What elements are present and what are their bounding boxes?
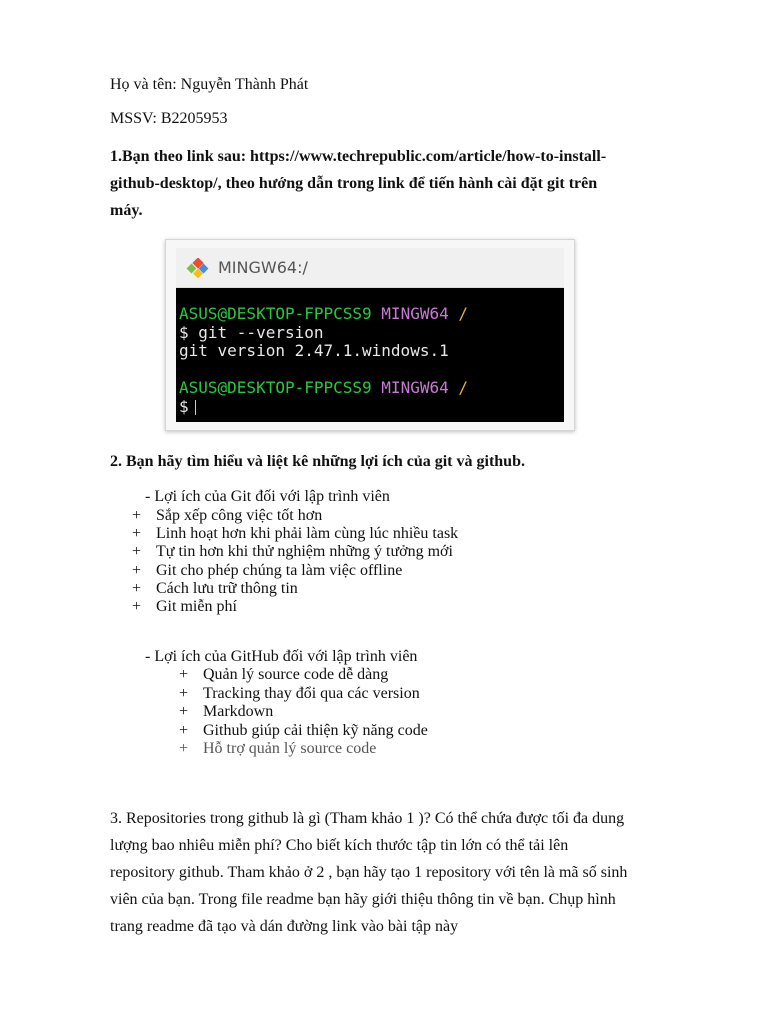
list-item: Linh hoạt hơn khi phải làm cùng lúc nhiều task [156,525,459,543]
bullet-plus: + [132,507,142,524]
bullet-plus: + [132,598,142,615]
prompt-user: ASUS@DESKTOP-FPPCSS9 [179,378,372,397]
bullet-plus: + [132,543,142,561]
terminal-body [176,288,564,422]
prompt-line-3 [176,398,564,417]
list-item: Git cho phép chúng ta làm việc offline [156,561,403,579]
text-cursor [195,400,196,415]
bullet-plus: + [132,579,142,597]
terminal-title: MINGW64:/ [218,258,308,277]
prompt-env: MINGW64 [381,378,449,397]
list-item: Cách lưu trữ thông tin [156,579,298,597]
list-item: Sắp xếp công việc tốt hơn [156,507,323,524]
prompt-env: MINGW64 [381,304,449,323]
list-item: Git miễn phí [156,598,237,615]
bullet-plus: + [132,525,142,543]
bullet-plus: + [179,703,189,721]
git-benefits-heading: - Lợi ích của Git đối với lập trình viên [145,488,390,505]
prompt-path: / [458,304,469,323]
terminal-titlebar [176,248,564,288]
github-benefits-heading: - Lợi ích của GitHub đối với lập trình viên [145,648,418,665]
prompt-path: / [458,378,469,397]
question-3: 3. Repositories trong github là gì (Tham khảo 1 )? Có thể chứa được tối đa dung lượng bao nhiêu miễn phí? Cho biết kích thước tập tin lớn có thể tải lên repository github. Tham khảo ở 2 , bạn hãy tạo 1 repository với tên là mã số sinh viên của bạn. Trong file readme bạn hãy giới thiệu thông tin về bạn. Chụp hình trang readme đã tạo và dán đường link vào bài tập này [110,810,628,935]
student-id: MSSV: B2205953 [110,110,228,127]
student-name: Họ và tên: Nguyễn Thành Phát [110,76,309,93]
list-item: Tracking thay đổi qua các version [203,684,420,702]
git-bash-icon [186,258,210,278]
list-item: Github giúp cải thiện kỹ năng code [203,721,428,739]
bullet-plus: + [132,561,142,579]
list-item: Markdown [203,703,274,721]
list-item: Quản lý source code dễ dàng [203,666,389,683]
terminal-screenshot [165,239,575,431]
bullet-plus: + [179,721,189,739]
bullet-plus: + [179,684,189,702]
question-1: 1.Bạn theo link sau: https://www.techrepublic.com/article/how-to-install-github-desktop/, theo hướng dẫn trong link để tiến hành cài đặt git trên máy. [110,148,607,219]
list-item: Hỗ trợ quản lý source code [203,740,377,758]
prompt-symbol: $ [179,396,189,416]
prompt-line-2 [176,379,564,398]
bullet-plus: + [179,666,189,683]
command-line: $ git --version [179,322,324,342]
bullet-plus: + [179,740,189,758]
prompt-user: ASUS@DESKTOP-FPPCSS9 [179,304,372,323]
output-line: git version 2.47.1.windows.1 [179,341,449,360]
list-item: Tự tin hơn khi thử nghiệm những ý tưởng mới [156,543,453,561]
question-2-heading: 2. Bạn hãy tìm hiểu và liệt kê những lợi ích của git và github. [110,453,525,470]
prompt-line-1 [176,305,564,324]
